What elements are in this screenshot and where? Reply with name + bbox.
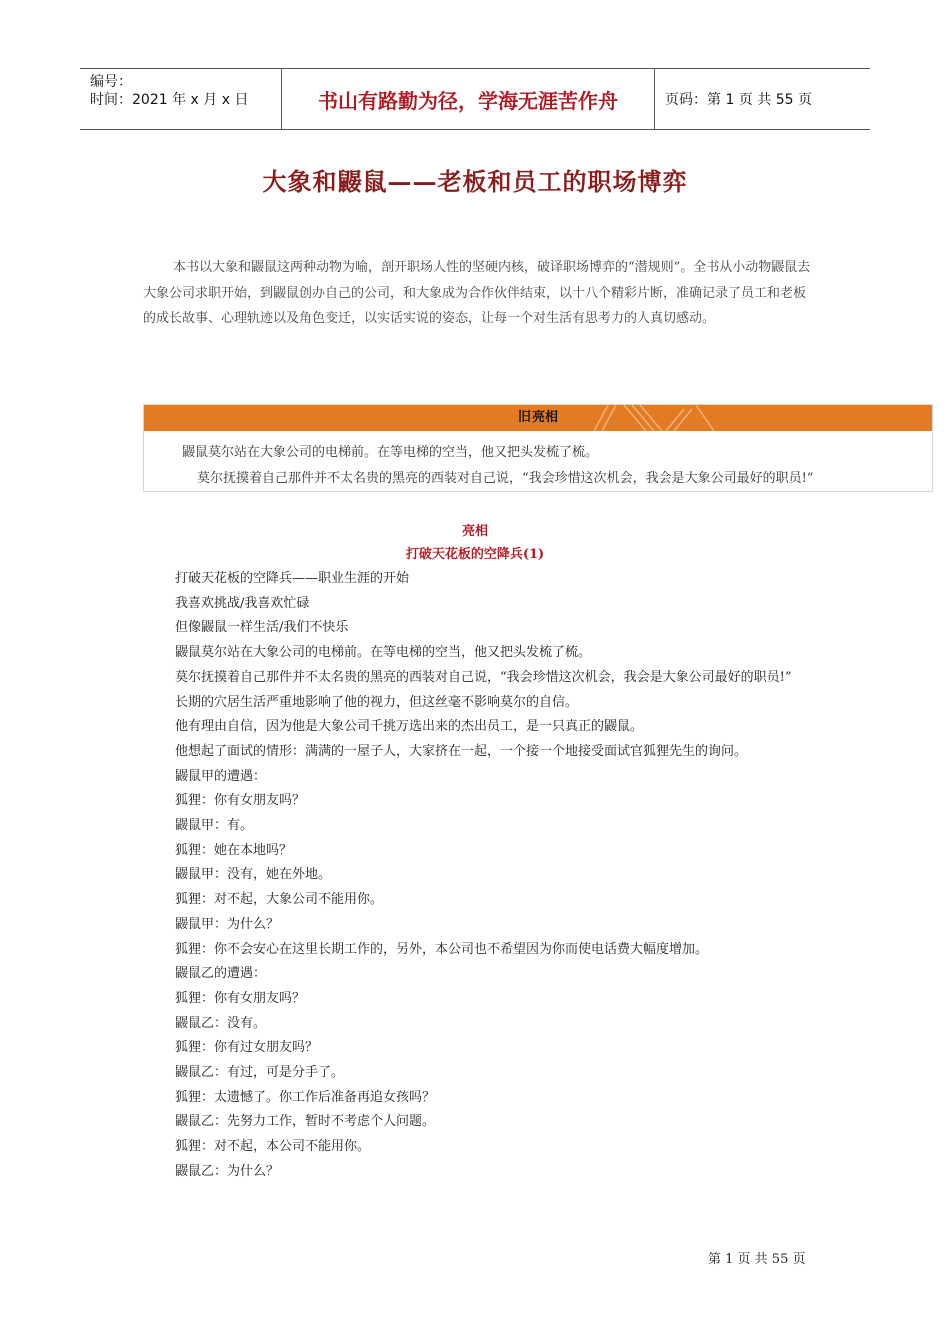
body-paragraph: 鼹鼠甲的遭遇： bbox=[175, 768, 267, 784]
body-paragraph: 狐狸：你有过女朋友吗？ bbox=[175, 1040, 319, 1056]
preview-line: 鼹鼠莫尔站在大象公司的电梯前。在等电梯的空当，他又把头发梳了梳。 bbox=[182, 445, 599, 460]
body-paragraph: 狐狸：你不会安心在这里长期工作的，另外，本公司也不希望因为你而使电话费大幅度增加。 bbox=[175, 941, 709, 957]
body-paragraph: 鼹鼠乙：先努力工作，暂时不考虑个人问题。 bbox=[175, 1114, 436, 1130]
header-motto: 书山有路勤为径，学海无涯苦作舟 bbox=[318, 88, 618, 113]
date-label: 时间：2021 年 x 月 x 日 bbox=[90, 92, 249, 108]
body-paragraph: 莫尔抚摸着自己那件并不太名贵的黑亮的西装对自己说，“我会珍惜这次机会，我会是大象公司最好的职员!” bbox=[175, 669, 792, 685]
document-title: 大象和鼹鼠——老板和员工的职场博弈 bbox=[262, 167, 688, 196]
body-paragraph: 鼹鼠乙：有过，可是分手了。 bbox=[175, 1065, 345, 1081]
body-text bbox=[143, 567, 811, 1185]
body-paragraph: 我喜欢挑战/我喜欢忙碌 bbox=[175, 595, 310, 611]
body-paragraph: 狐狸：你有女朋友吗？ bbox=[175, 990, 306, 1006]
body-paragraph: 他有理由自信，因为他是大象公司千挑万选出来的杰出员工，是一只真正的鼹鼠。 bbox=[175, 719, 644, 735]
body-paragraph: 鼹鼠乙：为什么？ bbox=[175, 1163, 280, 1179]
body-paragraph: 鼹鼠乙的遭遇： bbox=[175, 966, 267, 982]
header-table bbox=[80, 68, 870, 130]
preview-box-header bbox=[144, 405, 932, 431]
body-paragraph: 狐狸：她在本地吗？ bbox=[175, 842, 293, 858]
preview-line: 莫尔抚摸着自己那件并不太名贵的黑亮的西装对自己说，“我会珍惜这次机会，我会是大象公司最好的职员!” bbox=[197, 471, 814, 486]
body-paragraph: 但像鼹鼠一样生活/我们不快乐 bbox=[175, 620, 349, 636]
body-paragraph: 打破天花板的空降兵——职业生涯的开始 bbox=[175, 571, 410, 586]
document-icon: 旧 bbox=[517, 410, 531, 425]
body-paragraph: 鼹鼠乙：没有。 bbox=[175, 1015, 267, 1031]
body-paragraph: 狐狸：对不起，大象公司不能用你。 bbox=[175, 892, 384, 908]
page-footer: 第 1 页 共 55 页 bbox=[708, 1252, 806, 1267]
body-paragraph: 鼹鼠甲：有。 bbox=[175, 818, 254, 834]
intro-paragraph: 本书以大象和鼹鼠这两种动物为喻，剖开职场人性的坚硬内核，破译职场博弈的“潜规则”。全书从小动物鼹鼠去大象公司求职开始，到鼹鼠创办自己的公司，和大象成为合作伙伴结束，以十八个精彩片断，准确记录了员工和老板的成长故事、心理轨迹以及角色变迁，以实话实说的姿态，让每一个对生活有思考力的人真切感动。 bbox=[143, 260, 811, 326]
body-paragraph: 他想起了面试的情形：满满的一屋子人，大家挤在一起，一个接一个地接受面试官狐狸先生的询问。 bbox=[175, 743, 748, 759]
section-title: 亮相 bbox=[461, 524, 488, 539]
section-subtitle: 打破天花板的空降兵(1) bbox=[405, 547, 545, 562]
body-paragraph: 狐狸：太遗憾了。你工作后准备再追女孩吗？ bbox=[175, 1089, 436, 1105]
preview-box-title-text: 亮相 bbox=[532, 410, 559, 425]
preview-box-title bbox=[144, 405, 932, 431]
body-paragraph: 鼹鼠甲：没有，她在外地。 bbox=[175, 867, 332, 883]
body-paragraph: 鼹鼠甲：为什么？ bbox=[175, 916, 280, 932]
number-label: 编号： bbox=[90, 74, 132, 90]
header-divider bbox=[654, 69, 655, 129]
preview-box bbox=[143, 404, 933, 492]
body-paragraph: 鼹鼠莫尔站在大象公司的电梯前。在等电梯的空当，他又把头发梳了梳。 bbox=[175, 645, 592, 661]
body-paragraph: 狐狸：对不起，本公司不能用你。 bbox=[175, 1139, 371, 1155]
header-meta bbox=[80, 69, 280, 129]
body-paragraph: 长期的穴居生活严重地影响了他的视力，但这丝毫不影响莫尔的自信。 bbox=[175, 694, 579, 710]
body-paragraph: 狐狸：你有女朋友吗？ bbox=[175, 793, 306, 809]
header-page-info: 页码：第 1 页 共 55 页 bbox=[665, 92, 812, 108]
